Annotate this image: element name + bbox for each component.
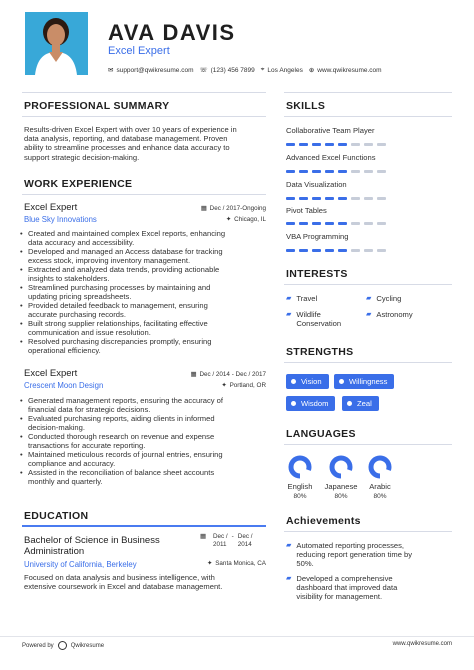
- job-bullet-line: • Developed and managed an Access database for tracking: [28, 247, 223, 256]
- skill-level: [286, 143, 386, 146]
- interest-label: Wildlife: [296, 310, 321, 319]
- language-name: English: [287, 482, 313, 491]
- skill-dot-empty: [351, 170, 360, 173]
- skill-dot-filled: [299, 197, 308, 200]
- education-location-text: Santa Monica, CA: [215, 560, 266, 567]
- job-dates-text: Dec / 2014 - Dec / 2017: [199, 371, 266, 378]
- degree-title: [24, 535, 160, 557]
- skill-dot-filled: [338, 143, 347, 146]
- skill-dot-empty: [364, 197, 373, 200]
- language-percent: 80%: [334, 493, 348, 500]
- calendar-icon: ▦: [200, 533, 206, 540]
- map-pin-icon: ⌖: [260, 66, 265, 73]
- interest-label: Travel: [296, 294, 318, 303]
- achievement-item: [286, 574, 452, 602]
- skill-dot-filled: [312, 170, 321, 173]
- languages-rule: [284, 444, 452, 445]
- job-bullet-line: financial data for strategic decisions.: [28, 405, 151, 414]
- pin-icon: ✦: [221, 382, 227, 389]
- degree-line: Bachelor of Science in Business: [24, 535, 160, 546]
- footer-divider: [0, 636, 474, 637]
- job-location: [160, 382, 266, 389]
- job-bullet-line: compliance and accuracy.: [28, 459, 116, 468]
- language-item: [357, 454, 403, 500]
- skill-dot-empty: [351, 222, 360, 225]
- interests-rule: [284, 284, 452, 285]
- job-bullet-line: monthly and quarterly.: [28, 477, 103, 486]
- skill-name: VBA Programming: [286, 232, 349, 241]
- interest-item: [286, 310, 341, 328]
- skill-dot-filled: [325, 222, 334, 225]
- achievements-rule: [284, 531, 452, 532]
- education-date-start-year: 2011: [212, 540, 227, 548]
- pin-icon: ✦: [206, 560, 213, 567]
- profile-photo-illustration: [25, 12, 88, 75]
- calendar-icon: ▦: [200, 205, 207, 212]
- achievement-line: Developed a comprehensive: [296, 574, 393, 583]
- skill-dot-filled: [286, 197, 295, 200]
- job-dates-text: Dec / 2017-Ongoing: [209, 205, 266, 212]
- strength-pill: [334, 374, 394, 389]
- languages-heading: LANGUAGES: [286, 428, 356, 440]
- skill-dot-filled: [286, 143, 295, 146]
- skill-dot-empty: [377, 143, 386, 146]
- bookmark-icon: ▰: [366, 295, 372, 302]
- job-bullet-line: decision-making.: [28, 423, 85, 432]
- contact-email[interactable]: [108, 66, 194, 74]
- skill-dot-empty: [351, 249, 360, 252]
- phone-icon: ☏: [199, 67, 208, 74]
- job-bullet-line: • Extracted and analyzed data trends, providing actionable: [28, 265, 220, 274]
- skill-dot-empty: [351, 197, 360, 200]
- job-bullet-line: • Streamlined purchasing processes by maintaining and: [28, 283, 211, 292]
- skill-name: Collaborative Team Player: [286, 126, 375, 135]
- interest-label: Astronomy: [376, 310, 413, 319]
- contact-email-text: support@qwikresume.com: [116, 66, 194, 74]
- job-title: Excel Expert: [24, 202, 78, 213]
- job-bullet: [20, 432, 266, 450]
- job-bullet: [20, 337, 266, 355]
- job-bullet-line: insights to stakeholders.: [28, 274, 110, 283]
- skill-dot-filled: [312, 249, 321, 252]
- calendar-icon: ▦: [190, 371, 197, 378]
- job-bullet-line: • Created and maintained complex Excel reports, enhancing: [28, 229, 226, 238]
- job-bullet: [20, 247, 266, 265]
- language-gauge-icon: [367, 454, 393, 480]
- education-location: [160, 560, 266, 567]
- strength-label: Wisdom: [301, 399, 329, 408]
- job-bullet-line: • Maintained meticulous records of journal entries, ensuring: [28, 450, 223, 459]
- powered-by-label: Powered by: [22, 642, 54, 649]
- header-divider-right: [284, 92, 452, 93]
- globe-icon: ⊕: [308, 67, 315, 74]
- candidate-role: Excel Expert: [108, 45, 170, 57]
- experience-heading: WORK EXPERIENCE: [24, 178, 133, 190]
- resume-header: [0, 0, 474, 88]
- strength-dot-icon: [291, 379, 296, 384]
- footer-powered-by[interactable]: [22, 641, 104, 650]
- job-bullet: [20, 301, 266, 319]
- job-company: Crescent Moon Design: [24, 381, 104, 390]
- achievements-heading: Achievements: [286, 515, 361, 527]
- job-bullet-line: • Provided detailed feedback to management, ensuring: [28, 301, 208, 310]
- job-bullet: [20, 414, 266, 432]
- job-bullet: [20, 265, 266, 283]
- job-bullet-line: • Evaluated purchasing reports, aiding clients in informed: [28, 414, 215, 423]
- skill-dot-filled: [312, 197, 321, 200]
- skills-rule: [284, 116, 452, 117]
- skill-name: Data Visualization: [286, 180, 347, 189]
- bookmark-icon: ▰: [286, 542, 292, 549]
- education-date-end: [238, 533, 253, 548]
- bookmark-icon: ▰: [366, 311, 372, 318]
- contact-bar: [108, 66, 382, 74]
- summary-line: support strategic decision-making.: [24, 152, 140, 162]
- interest-item: [366, 294, 401, 303]
- achievement-line: 50%.: [296, 559, 314, 569]
- skill-level: [286, 249, 386, 252]
- achievement-line: dashboard that improved data: [296, 583, 398, 593]
- skill-dot-filled: [299, 143, 308, 146]
- skill-dot-filled: [338, 170, 347, 173]
- bookmark-icon: ▰: [286, 295, 292, 302]
- interest-label: Conservation: [296, 319, 342, 328]
- language-percent: 80%: [293, 493, 307, 500]
- job-bullets: [20, 396, 266, 486]
- skill-dot-filled: [338, 222, 347, 225]
- achievement-item: [286, 541, 452, 569]
- job-bullet-line: excess stock, improving inventory management.: [28, 256, 191, 265]
- email-icon: ✉: [108, 67, 114, 74]
- footer-website[interactable]: www.qwikresume.com: [392, 641, 452, 647]
- job-bullet: [20, 283, 266, 301]
- education-date-end-year: 2014: [237, 540, 252, 548]
- skill-dot-empty: [377, 170, 386, 173]
- skill-dot-filled: [299, 222, 308, 225]
- contact-phone[interactable]: [200, 66, 255, 74]
- achievement-line: reducing report generation time by: [296, 550, 413, 560]
- skill-dot-filled: [325, 143, 334, 146]
- job-bullet: [20, 450, 266, 468]
- achievement-line: Automated reporting processes,: [296, 541, 405, 550]
- strengths-rule: [284, 362, 452, 363]
- summary-line: ability to streamline processes and enhance data accuracy to: [24, 143, 230, 153]
- strength-dot-icon: [339, 379, 344, 384]
- skill-dot-empty: [377, 197, 386, 200]
- summary-rule: [22, 116, 266, 117]
- job-bullet-line: data accuracy and accessibility.: [28, 238, 135, 247]
- education-date-start-month: Dec /: [212, 533, 228, 540]
- job-bullet: [20, 319, 266, 337]
- job-bullet-line: communication and issue resolution.: [28, 328, 151, 337]
- skill-dot-empty: [364, 222, 373, 225]
- language-gauge-icon: [287, 454, 313, 480]
- summary-text: [24, 125, 266, 162]
- school-name: University of California, Berkeley: [24, 560, 137, 569]
- experience-rule: [22, 194, 266, 195]
- strength-dot-icon: [291, 401, 296, 406]
- skill-dot-filled: [312, 143, 321, 146]
- job-bullet-line: updating pricing spreadsheets.: [28, 292, 132, 301]
- job-bullet-line: accurate purchasing records.: [28, 310, 126, 319]
- skill-dot-empty: [377, 222, 386, 225]
- language-name: Arabic: [369, 482, 391, 491]
- strength-label: Willingness: [349, 377, 388, 386]
- education-date-end-month: Dec /: [237, 533, 253, 540]
- degree-line: Administration: [24, 546, 85, 557]
- qwikresume-logo-icon: [58, 641, 67, 650]
- job-dates: [160, 371, 266, 378]
- job-title: Excel Expert: [24, 368, 78, 379]
- contact-location: [261, 66, 303, 74]
- interest-item: [366, 310, 413, 319]
- job-bullet-line: • Generated management reports, ensuring the accuracy of: [28, 396, 224, 405]
- pin-icon: ✦: [225, 216, 232, 223]
- skill-dot-empty: [377, 249, 386, 252]
- bookmark-icon: ▰: [286, 575, 292, 582]
- job-bullet-line: • Conducted thorough research on revenue and expense: [28, 432, 215, 441]
- job-dates: [160, 205, 266, 212]
- summary-line: Results-driven Excel Expert with over 10 years of experience in: [24, 125, 237, 134]
- contact-website-text: www.qwikresume.com: [317, 66, 382, 74]
- strength-pill: [286, 396, 335, 411]
- summary-line: data analysis, reporting, and database management. Proven: [24, 134, 228, 144]
- skill-dot-filled: [338, 249, 347, 252]
- language-gauge-icon: [328, 454, 354, 480]
- contact-website[interactable]: [309, 66, 382, 74]
- strengths-heading: STRENGTHS: [286, 346, 354, 358]
- date-separator: -: [231, 533, 234, 540]
- job-bullet-line: operational efficiency.: [28, 346, 101, 355]
- candidate-name: AVA DAVIS: [108, 20, 236, 45]
- education-date-start: [213, 533, 228, 548]
- header-divider-left: [22, 92, 266, 93]
- contact-location-text: Los Angeles: [267, 66, 303, 74]
- skills-heading: SKILLS: [286, 100, 326, 112]
- language-name: Japanese: [324, 482, 358, 491]
- skill-dot-empty: [351, 143, 360, 146]
- job-bullets: [20, 229, 266, 355]
- bookmark-icon: ▰: [286, 311, 292, 318]
- strength-dot-icon: [347, 401, 352, 406]
- skill-name: Pivot Tables: [286, 206, 327, 215]
- strength-label: Vision: [301, 377, 322, 386]
- job-bullet-line: transactions for accurate reporting.: [28, 441, 146, 450]
- profile-photo: [25, 12, 88, 75]
- language-item: [277, 454, 323, 500]
- skill-dot-filled: [286, 249, 295, 252]
- education-line: Focused on data analysis and business intelligence, with: [24, 573, 215, 582]
- job-location-text: Chicago, IL: [234, 216, 266, 223]
- skill-dot-filled: [286, 222, 295, 225]
- skill-dot-empty: [364, 143, 373, 146]
- language-percent: 80%: [373, 493, 387, 500]
- skill-dot-filled: [299, 170, 308, 173]
- education-dates: [200, 533, 270, 548]
- skill-dot-filled: [325, 249, 334, 252]
- job-location-text: Portland, OR: [229, 382, 266, 389]
- education-rule: [22, 525, 266, 527]
- skill-dot-filled: [312, 222, 321, 225]
- strength-label: Zeal: [357, 399, 372, 408]
- strength-pill: [286, 374, 329, 389]
- job-bullet: [20, 396, 266, 414]
- contact-phone-text: (123) 456 7899: [210, 66, 255, 74]
- education-heading: EDUCATION: [24, 510, 89, 522]
- brand-name: Qwikresume: [70, 642, 105, 649]
- strength-pill: [342, 396, 379, 411]
- job-bullet-line: • Assisted in the reconciliation of balance sheet accounts: [28, 468, 215, 477]
- skill-dot-filled: [325, 170, 334, 173]
- skill-dot-empty: [364, 249, 373, 252]
- interest-label: Cycling: [376, 294, 402, 303]
- skill-name: Advanced Excel Functions: [286, 153, 376, 162]
- job-bullet: [20, 229, 266, 247]
- achievement-line: visibility for management.: [296, 592, 383, 602]
- job-company: Blue Sky Innovations: [24, 215, 97, 224]
- skill-dot-filled: [286, 170, 295, 173]
- job-bullet-line: • Built strong supplier relationships, facilitating effective: [28, 319, 208, 328]
- skill-dot-filled: [325, 197, 334, 200]
- job-location: [160, 216, 266, 223]
- education-description: [24, 573, 266, 591]
- interest-item: [286, 294, 317, 303]
- skill-level: [286, 197, 386, 200]
- interests-heading: INTERESTS: [286, 268, 348, 280]
- skill-dot-filled: [299, 249, 308, 252]
- skill-dot-filled: [338, 197, 347, 200]
- job-bullet: [20, 468, 266, 486]
- skill-level: [286, 222, 386, 225]
- summary-heading: PROFESSIONAL SUMMARY: [24, 100, 170, 112]
- skill-dot-empty: [364, 170, 373, 173]
- education-line: extensive coursework in Excel and database management.: [24, 582, 223, 592]
- job-bullet-line: • Resolved purchasing discrepancies promptly, ensuring: [28, 337, 212, 346]
- skill-level: [286, 170, 386, 173]
